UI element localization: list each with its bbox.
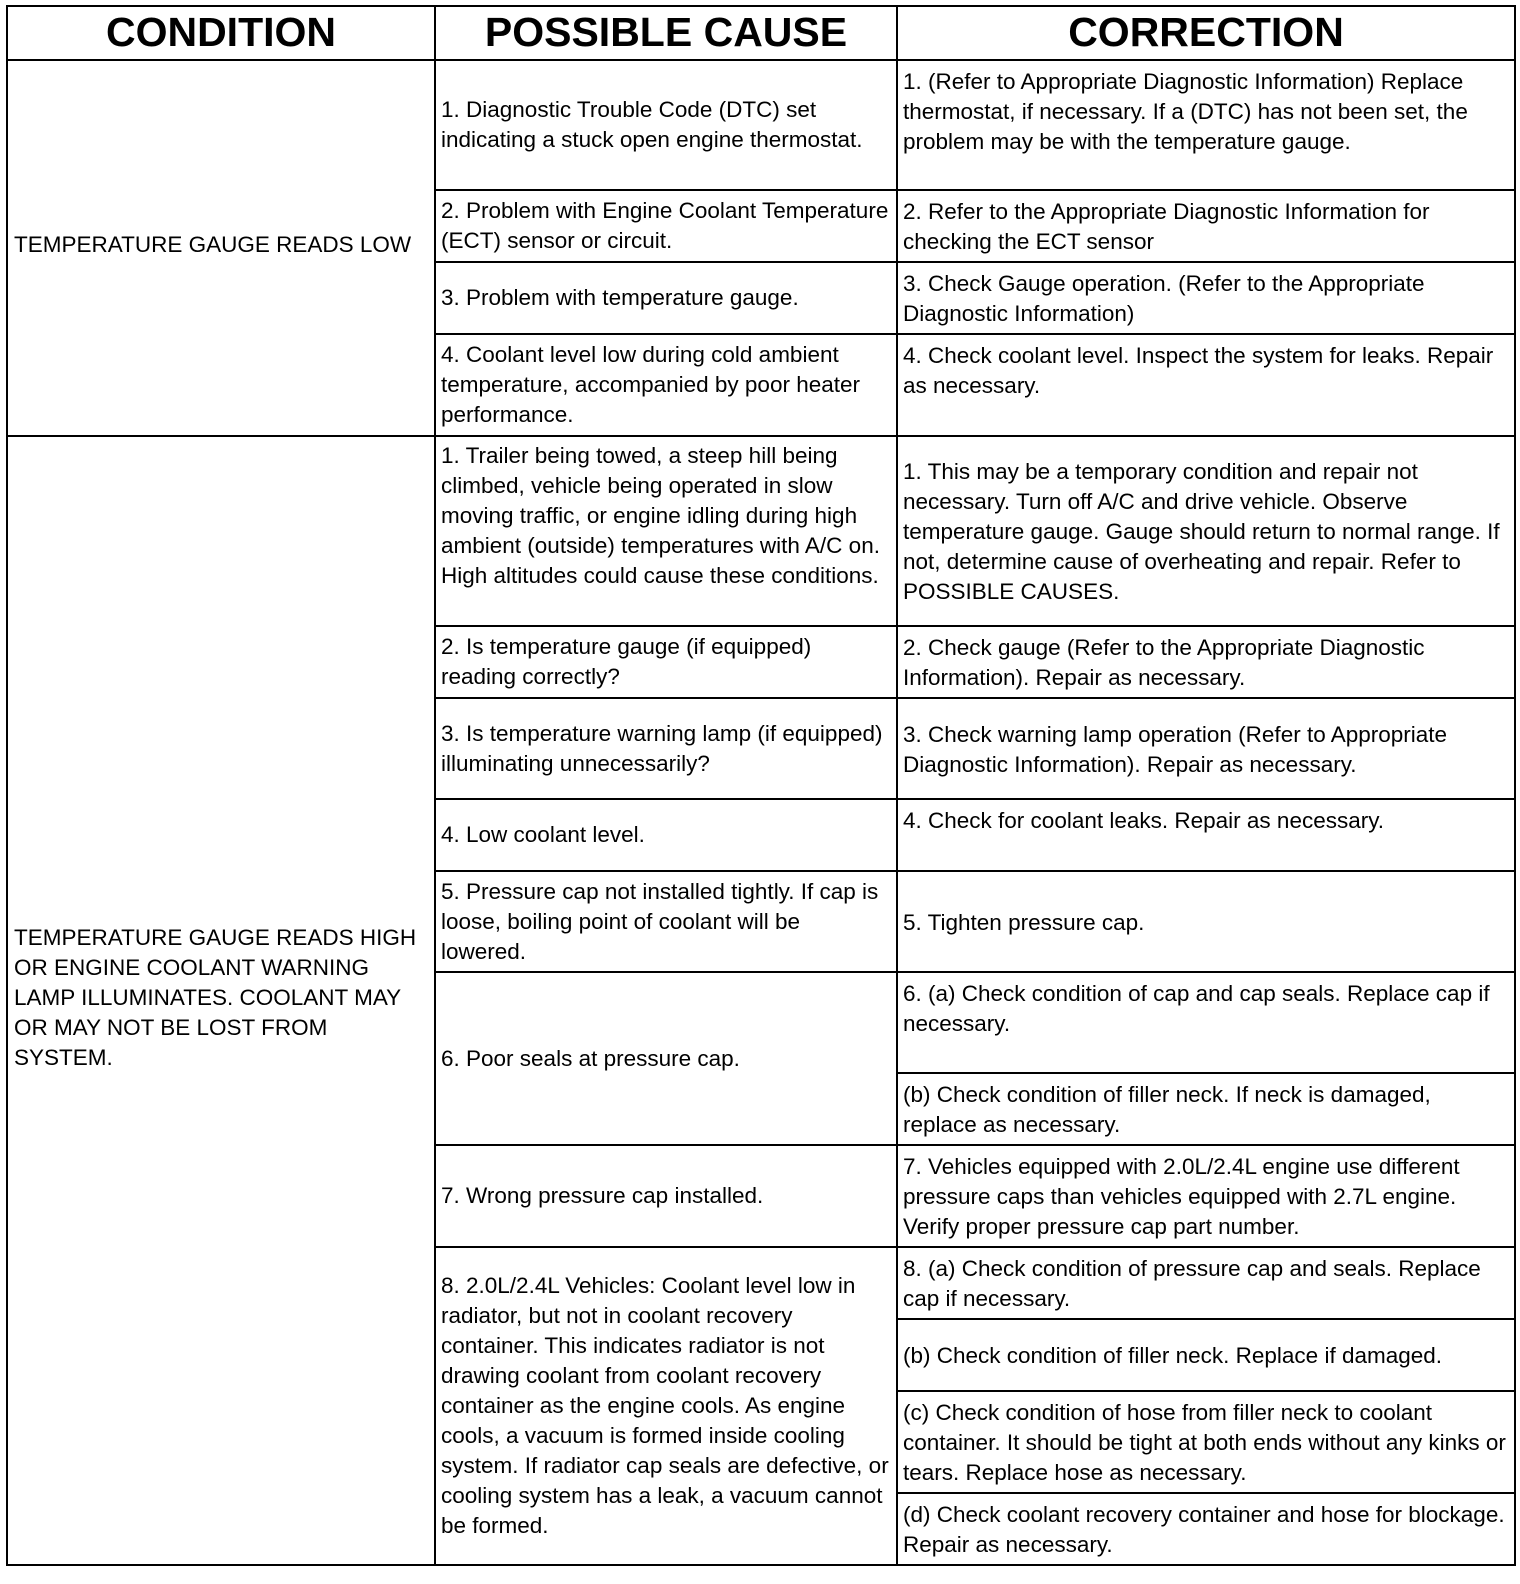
cause-cell: 7. Wrong pressure cap installed. — [435, 1145, 897, 1247]
correction-cell: 4. Check coolant level. Inspect the system for leaks. Repair as necessary. — [897, 334, 1515, 436]
diagnosis-table — [6, 5, 1516, 1566]
correction-cell: 2. Refer to the Appropriate Diagnostic Information for checking the ECT sensor — [897, 190, 1515, 262]
correction-cell: 6. (a) Check condition of cap and cap seals. Replace cap if necessary. — [897, 972, 1515, 1073]
correction-cell: 5. Tighten pressure cap. — [897, 871, 1515, 972]
cause-cell: 2. Problem with Engine Coolant Temperature (ECT) sensor or circuit. — [435, 190, 897, 262]
header-correction: CORRECTION — [897, 6, 1515, 60]
cause-cell: 1. Trailer being towed, a steep hill being climbed, vehicle being operated in slow moving traffic, or engine idling during high ambient (outside) temperatures with A/C on. High altitudes could cause these conditions. — [435, 436, 897, 626]
header-row — [7, 6, 1515, 60]
cause-cell: 6. Poor seals at pressure cap. — [435, 972, 897, 1145]
correction-cell: 3. Check warning lamp operation (Refer to Appropriate Diagnostic Information). Repair as necessary. — [897, 698, 1515, 799]
correction-cell: 1. This may be a temporary condition and repair not necessary. Turn off A/C and drive vehicle. Observe temperature gauge. Gauge should return to normal range. If not, determine cause of overheating and repair. Refer to POSSIBLE CAUSES. — [897, 436, 1515, 626]
cause-cell: 5. Pressure cap not installed tightly. If cap is loose, boiling point of coolant will be lowered. — [435, 871, 897, 972]
cause-cell: 4. Coolant level low during cold ambient temperature, accompanied by poor heater performance. — [435, 334, 897, 436]
correction-cell: 7. Vehicles equipped with 2.0L/2.4L engine use different pressure caps than vehicles equipped with 2.7L engine. Verify proper pressure cap part number. — [897, 1145, 1515, 1247]
correction-cell: 1. (Refer to Appropriate Diagnostic Information) Replace thermostat, if necessary. If a (DTC) has not been set, the problem may be with the temperature gauge. — [897, 60, 1515, 190]
cause-cell: 1. Diagnostic Trouble Code (DTC) set indicating a stuck open engine thermostat. — [435, 60, 897, 190]
cause-cell: 8. 2.0L/2.4L Vehicles: Coolant level low in radiator, but not in coolant recovery container. This indicates radiator is not drawing coolant from coolant recovery container as the engine cools. As engine cools, a vacuum is formed inside cooling system. If radiator cap seals are defective, or cooling system has a leak, a vacuum cannot be formed. — [435, 1247, 897, 1565]
header-possible-cause: POSSIBLE CAUSE — [435, 6, 897, 60]
header-condition: CONDITION — [7, 6, 435, 60]
cause-cell: 3. Is temperature warning lamp (if equipped) illuminating unnecessarily? — [435, 698, 897, 799]
correction-cell: (b) Check condition of filler neck. Replace if damaged. — [897, 1319, 1515, 1391]
correction-cell: 4. Check for coolant leaks. Repair as necessary. — [897, 799, 1515, 871]
cause-cell: 2. Is temperature gauge (if equipped) reading correctly? — [435, 626, 897, 698]
correction-cell: (b) Check condition of filler neck. If neck is damaged, replace as necessary. — [897, 1073, 1515, 1145]
correction-cell: (d) Check coolant recovery container and hose for blockage. Repair as necessary. — [897, 1493, 1515, 1565]
condition-gauge-reads-low: TEMPERATURE GAUGE READS LOW — [7, 60, 435, 436]
correction-cell: 3. Check Gauge operation. (Refer to the Appropriate Diagnostic Information) — [897, 262, 1515, 334]
cause-cell: 4. Low coolant level. — [435, 799, 897, 871]
table-row — [7, 436, 1515, 626]
cause-cell: 3. Problem with temperature gauge. — [435, 262, 897, 334]
table-row — [7, 60, 1515, 190]
condition-gauge-reads-high: TEMPERATURE GAUGE READS HIGH OR ENGINE COOLANT WARNING LAMP ILLUMINATES. COOLANT MAY OR MAY NOT BE LOST FROM SYSTEM. — [7, 436, 435, 1565]
correction-cell: 8. (a) Check condition of pressure cap and seals. Replace cap if necessary. — [897, 1247, 1515, 1319]
correction-cell: 2. Check gauge (Refer to the Appropriate Diagnostic Information). Repair as necessary. — [897, 626, 1515, 698]
correction-cell: (c) Check condition of hose from filler neck to coolant container. It should be tight at both ends without any kinks or tears. Replace hose as necessary. — [897, 1391, 1515, 1493]
